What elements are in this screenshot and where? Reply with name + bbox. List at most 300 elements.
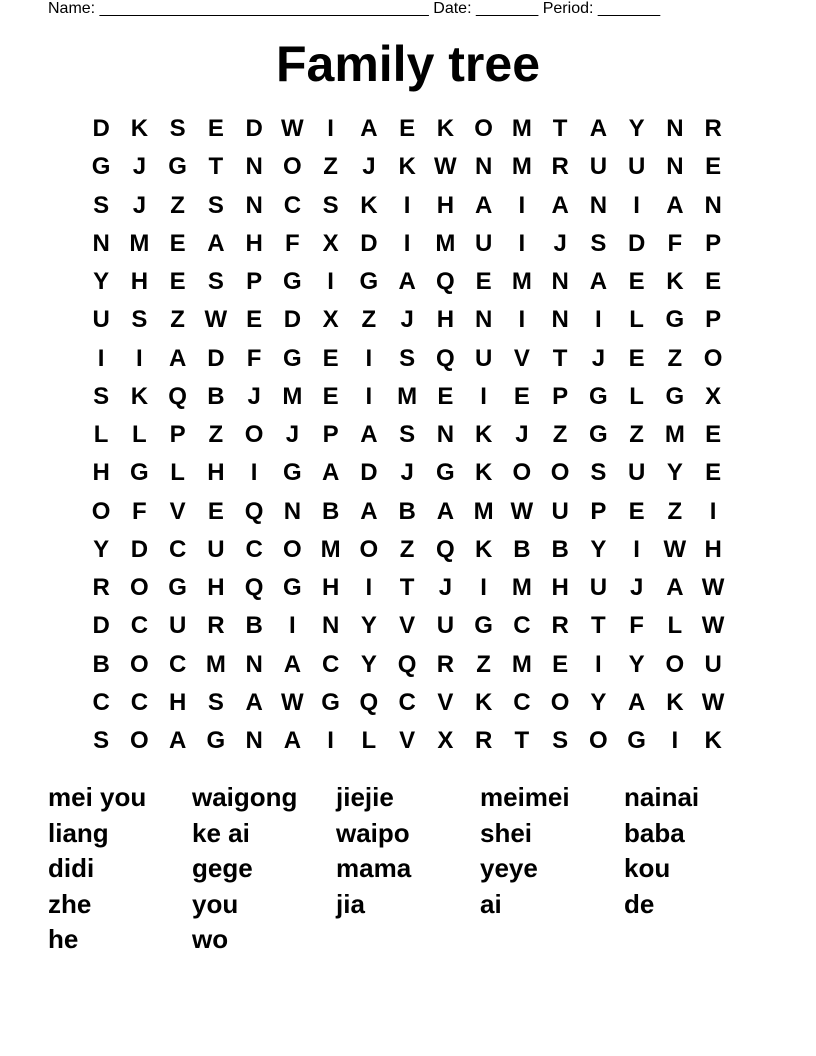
grid-letter[interactable]: A <box>321 459 340 487</box>
grid-letter[interactable]: U <box>551 497 569 525</box>
grid-letter[interactable]: I <box>327 727 334 754</box>
grid-letter[interactable]: I <box>250 459 258 487</box>
grid-letter[interactable]: E <box>475 268 492 295</box>
grid-letter[interactable]: O <box>703 344 723 372</box>
grid-letter[interactable]: Q <box>244 497 264 525</box>
grid-letter[interactable]: P <box>169 421 186 448</box>
grid-letter[interactable]: Y <box>628 115 645 142</box>
grid-letter[interactable]: R <box>207 612 225 640</box>
grid-letter[interactable]: D <box>207 344 225 372</box>
grid-letter[interactable]: M <box>435 229 456 257</box>
word-list-item: you <box>192 888 239 919</box>
grid-letter[interactable]: M <box>511 268 532 295</box>
grid-letter[interactable]: C <box>92 688 110 716</box>
grid-letter[interactable]: G <box>665 382 685 410</box>
grid-letter[interactable]: D <box>245 115 263 142</box>
grid-letter[interactable]: I <box>365 574 373 601</box>
grid-letter[interactable]: J <box>400 306 414 334</box>
grid-letter[interactable]: M <box>473 497 494 525</box>
grid-letter[interactable]: E <box>705 153 722 181</box>
grid-letter[interactable]: Y <box>590 535 607 563</box>
grid-letter[interactable]: S <box>590 459 607 487</box>
grid-letter[interactable]: Q <box>359 688 379 716</box>
grid-letter[interactable]: U <box>92 306 110 334</box>
grid-letter[interactable]: X <box>437 727 454 754</box>
grid-letter[interactable]: V <box>437 688 454 716</box>
grid-letter[interactable]: N <box>474 306 493 334</box>
grid-letter[interactable]: M <box>282 382 303 410</box>
grid-letter[interactable]: E <box>513 382 530 410</box>
grid-letter[interactable]: Y <box>590 688 607 716</box>
word-search-grid <box>82 110 732 760</box>
grid-letter[interactable]: G <box>321 688 340 716</box>
word-list-item: jia <box>336 888 365 919</box>
grid-letter[interactable]: Q <box>244 574 264 601</box>
grid-letter[interactable]: C <box>130 688 149 716</box>
grid-letter[interactable]: S <box>93 382 110 410</box>
grid-letter[interactable]: E <box>628 268 645 295</box>
grid-letter[interactable]: A <box>627 688 646 716</box>
grid-letter[interactable]: S <box>93 727 110 754</box>
grid-letter[interactable]: I <box>518 229 526 257</box>
grid-letter[interactable]: O <box>130 574 149 601</box>
grid-letter[interactable]: Z <box>323 153 338 181</box>
grid-letter[interactable]: Q <box>168 382 187 410</box>
grid-letter[interactable]: T <box>514 727 530 754</box>
grid-letter[interactable]: A <box>283 650 302 678</box>
grid-letter[interactable]: E <box>322 344 339 372</box>
grid-letter[interactable]: P <box>552 382 569 410</box>
grid-letter[interactable]: P <box>590 497 607 525</box>
grid-letter[interactable]: W <box>701 574 725 601</box>
grid-letter[interactable]: K <box>398 153 416 181</box>
grid-letter[interactable]: J <box>515 421 529 448</box>
grid-letter[interactable]: Z <box>170 191 185 219</box>
grid-letter[interactable]: T <box>591 612 606 640</box>
grid-letter[interactable]: X <box>705 382 722 410</box>
grid-letter[interactable]: K <box>130 382 149 410</box>
grid-letter[interactable]: S <box>93 191 110 219</box>
grid-letter[interactable]: O <box>512 459 532 487</box>
grid-letter[interactable]: C <box>245 535 263 563</box>
grid-letter[interactable]: D <box>360 229 378 257</box>
grid-letter[interactable]: M <box>511 650 532 678</box>
grid-letter[interactable]: G <box>130 459 149 487</box>
grid-letter[interactable]: I <box>595 650 602 678</box>
grid-letter[interactable]: N <box>551 268 569 295</box>
grid-letter[interactable]: L <box>132 421 147 448</box>
grid-letter[interactable]: G <box>474 612 493 640</box>
grid-letter[interactable]: F <box>629 612 644 640</box>
grid-letter[interactable]: Z <box>399 535 415 563</box>
grid-letter[interactable]: I <box>403 229 411 257</box>
grid-letter[interactable]: M <box>205 650 226 678</box>
grid-letter[interactable]: C <box>283 191 302 219</box>
grid-letter[interactable]: A <box>207 229 225 257</box>
grid-letter[interactable]: E <box>628 497 645 525</box>
grid-letter[interactable]: D <box>130 535 149 563</box>
grid-letter[interactable]: G <box>589 382 608 410</box>
name-blank[interactable]: _____________________________________ <box>99 0 429 17</box>
grid-letter[interactable]: Y <box>93 268 110 295</box>
grid-letter[interactable]: F <box>285 229 300 257</box>
grid-letter[interactable]: N <box>666 115 684 142</box>
grid-letter[interactable]: A <box>436 497 455 525</box>
grid-letter[interactable]: E <box>705 268 722 295</box>
grid-letter[interactable]: U <box>474 229 493 257</box>
grid-letter[interactable]: H <box>207 459 225 487</box>
grid-letter[interactable]: K <box>704 727 722 754</box>
grid-letter[interactable]: O <box>130 650 149 678</box>
word-list-item: zhe <box>48 888 92 919</box>
grid-letter[interactable]: X <box>322 306 339 334</box>
grid-letter[interactable]: I <box>671 727 679 754</box>
grid-letter[interactable]: E <box>705 459 722 487</box>
grid-letter[interactable]: I <box>365 344 373 372</box>
grid-letter[interactable]: A <box>360 497 378 525</box>
grid-letter[interactable]: I <box>136 344 143 372</box>
grid-letter[interactable]: V <box>399 612 416 640</box>
grid-letter[interactable]: V <box>169 497 186 525</box>
grid-letter[interactable]: Z <box>667 344 683 372</box>
grid-letter[interactable]: T <box>208 153 224 181</box>
grid-letter[interactable]: L <box>170 459 185 487</box>
grid-letter[interactable]: A <box>283 727 302 754</box>
grid-letter[interactable]: K <box>360 191 378 219</box>
grid-letter[interactable]: N <box>474 153 493 181</box>
grid-letter[interactable]: R <box>551 153 569 181</box>
grid-letter[interactable]: A <box>360 421 378 448</box>
grid-letter[interactable]: I <box>403 191 411 219</box>
grid-letter[interactable]: K <box>474 688 493 716</box>
grid-letter[interactable]: C <box>130 612 149 640</box>
grid-letter[interactable]: I <box>97 344 105 372</box>
grid-letter[interactable]: S <box>552 727 569 754</box>
grid-letter[interactable]: A <box>168 344 187 372</box>
grid-letter[interactable]: B <box>551 535 569 563</box>
grid-letter[interactable]: B <box>207 382 225 410</box>
grid-letter[interactable]: J <box>553 229 567 257</box>
grid-letter[interactable]: H <box>92 459 110 487</box>
grid-letter[interactable]: G <box>91 153 111 181</box>
grid-letter[interactable]: Z <box>361 306 377 334</box>
grid-letter[interactable]: J <box>247 382 261 410</box>
grid-letter[interactable]: X <box>322 229 339 257</box>
grid-letter[interactable]: H <box>436 191 455 219</box>
grid-letter[interactable]: I <box>633 191 640 219</box>
grid-letter[interactable]: O <box>665 650 685 678</box>
grid-letter[interactable]: U <box>704 650 722 678</box>
grid-letter[interactable]: B <box>513 535 531 563</box>
grid-letter[interactable]: N <box>321 612 340 640</box>
grid-letter[interactable]: W <box>701 612 725 640</box>
grid-letter[interactable]: G <box>283 459 302 487</box>
grid-letter[interactable]: I <box>709 497 717 525</box>
grid-letter[interactable]: U <box>168 612 187 640</box>
grid-letter[interactable]: D <box>283 306 302 334</box>
grid-letter[interactable]: A <box>398 268 416 295</box>
period-blank[interactable]: _______ <box>597 0 661 17</box>
grid-letter[interactable]: M <box>664 421 685 448</box>
grid-letter[interactable]: H <box>130 268 149 295</box>
grid-letter[interactable]: M <box>511 115 532 142</box>
grid-letter[interactable]: S <box>590 229 607 257</box>
grid-letter[interactable]: G <box>627 727 646 754</box>
grid-letter[interactable]: Q <box>436 268 455 295</box>
grid-letter[interactable]: N <box>245 191 263 219</box>
grid-letter[interactable]: E <box>169 229 186 257</box>
grid-letter[interactable]: I <box>365 382 373 410</box>
grid-letter[interactable]: G <box>283 268 302 295</box>
grid-letter[interactable]: C <box>513 612 531 640</box>
grid-letter[interactable]: N <box>666 153 684 181</box>
date-blank[interactable]: _______ <box>475 0 539 17</box>
grid-letter[interactable]: Q <box>436 344 455 372</box>
grid-letter[interactable]: G <box>436 459 455 487</box>
grid-letter[interactable]: J <box>132 153 147 181</box>
grid-letter[interactable]: N <box>283 497 302 525</box>
grid-letter[interactable]: J <box>362 153 376 181</box>
grid-letter[interactable]: W <box>281 115 304 142</box>
grid-letter[interactable]: S <box>207 268 224 295</box>
grid-letter[interactable]: D <box>627 229 646 257</box>
grid-letter[interactable]: Z <box>552 421 568 448</box>
grid-letter[interactable]: O <box>474 115 493 142</box>
grid-letter[interactable]: O <box>589 727 608 754</box>
grid-letter[interactable]: T <box>552 115 568 142</box>
grid-letter[interactable]: E <box>628 344 645 372</box>
grid-letter[interactable]: Q <box>436 535 455 563</box>
grid-letter[interactable]: O <box>359 535 379 563</box>
grid-letter[interactable]: Z <box>208 421 224 448</box>
grid-letter[interactable]: W <box>510 497 534 525</box>
grid-letter[interactable]: U <box>627 153 646 181</box>
grid-letter[interactable]: K <box>474 535 493 563</box>
grid-letter[interactable]: K <box>474 459 493 487</box>
grid-letter[interactable]: Y <box>93 535 110 563</box>
grid-letter[interactable]: U <box>627 459 646 487</box>
grid-letter[interactable]: G <box>168 574 187 601</box>
grid-letter[interactable]: S <box>131 306 148 334</box>
grid-letter[interactable]: I <box>518 191 526 219</box>
grid-letter[interactable]: R <box>436 650 455 678</box>
grid-letter[interactable]: E <box>207 115 224 142</box>
grid-letter[interactable]: A <box>666 574 684 601</box>
grid-letter[interactable]: H <box>704 535 722 563</box>
grid-letter[interactable]: I <box>327 268 334 295</box>
grid-letter[interactable]: N <box>245 650 263 678</box>
grid-letter[interactable]: A <box>551 191 569 219</box>
grid-letter[interactable]: U <box>589 153 608 181</box>
grid-letter[interactable]: E <box>552 650 569 678</box>
grid-letter[interactable]: G <box>589 421 608 448</box>
grid-letter[interactable]: G <box>168 153 187 181</box>
grid-letter[interactable]: L <box>629 306 644 334</box>
grid-letter[interactable]: N <box>589 191 608 219</box>
grid-letter[interactable]: H <box>245 229 263 257</box>
grid-letter[interactable]: A <box>474 191 493 219</box>
grid-letter[interactable]: P <box>705 306 722 334</box>
grid-letter[interactable]: E <box>705 421 722 448</box>
grid-letter[interactable]: O <box>283 535 302 563</box>
grid-letter[interactable]: S <box>399 421 416 448</box>
grid-letter[interactable]: H <box>168 688 187 716</box>
grid-letter[interactable]: E <box>246 306 263 334</box>
grid-letter[interactable]: D <box>92 612 110 640</box>
grid-letter[interactable]: J <box>629 574 644 601</box>
grid-letter[interactable]: S <box>207 191 224 219</box>
grid-letter[interactable]: M <box>129 229 150 257</box>
grid-letter[interactable]: R <box>551 612 569 640</box>
grid-letter[interactable]: L <box>93 421 109 448</box>
grid-letter[interactable]: C <box>168 535 187 563</box>
grid-letter[interactable]: H <box>436 306 455 334</box>
grid-letter[interactable]: O <box>550 688 570 716</box>
grid-letter[interactable]: E <box>322 382 339 410</box>
grid-letter[interactable]: A <box>360 115 378 142</box>
word-list-item: didi <box>48 853 95 883</box>
grid-letter[interactable]: O <box>91 497 111 525</box>
grid-letter[interactable]: J <box>132 191 147 219</box>
grid-letter[interactable]: P <box>705 229 722 257</box>
grid-letter[interactable]: C <box>513 688 531 716</box>
grid-letter[interactable]: M <box>511 574 532 601</box>
grid-letter[interactable]: R <box>474 727 493 754</box>
grid-letter[interactable]: E <box>207 497 224 525</box>
grid-letter[interactable]: Z <box>629 421 644 448</box>
grid-letter[interactable]: A <box>666 191 684 219</box>
grid-letter[interactable]: W <box>281 688 304 716</box>
grid-letter[interactable]: E <box>437 382 454 410</box>
grid-letter[interactable]: P <box>246 268 263 295</box>
grid-letter[interactable]: N <box>92 229 110 257</box>
grid-letter[interactable]: H <box>207 574 225 601</box>
grid-letter[interactable]: B <box>245 612 263 640</box>
word-list-item: de <box>624 888 655 919</box>
grid-letter[interactable]: W <box>701 688 725 716</box>
grid-letter[interactable]: O <box>550 459 570 487</box>
grid-letter[interactable]: M <box>511 153 532 181</box>
grid-letter[interactable]: N <box>704 191 722 219</box>
grid-letter[interactable]: R <box>92 574 110 601</box>
grid-letter[interactable]: I <box>289 612 296 640</box>
grid-letter[interactable]: H <box>551 574 569 601</box>
word-list-item: waipo <box>336 817 410 848</box>
grid-letter[interactable]: U <box>474 344 493 372</box>
grid-letter[interactable]: Y <box>360 612 377 640</box>
grid-letter[interactable]: N <box>551 306 569 334</box>
grid-letter[interactable]: G <box>359 268 379 295</box>
grid-letter[interactable]: W <box>204 306 228 334</box>
grid-letter[interactable]: L <box>629 382 644 410</box>
grid-letter[interactable]: W <box>663 535 687 563</box>
grid-letter[interactable]: I <box>480 382 487 410</box>
grid-letter[interactable]: H <box>321 574 340 601</box>
grid-letter[interactable]: O <box>244 421 264 448</box>
grid-letter[interactable]: J <box>591 344 606 372</box>
grid-letter[interactable]: R <box>704 115 722 142</box>
grid-letter[interactable]: N <box>436 421 455 448</box>
grid-letter[interactable]: F <box>667 229 683 257</box>
grid-letter[interactable]: A <box>245 688 263 716</box>
grid-letter[interactable]: Y <box>666 459 683 487</box>
grid-letter[interactable]: Q <box>397 650 417 678</box>
grid-letter[interactable]: U <box>589 574 608 601</box>
grid-letter[interactable]: G <box>665 306 685 334</box>
grid-letter[interactable]: D <box>360 459 378 487</box>
date-label: Date: <box>433 0 472 17</box>
grid-letter[interactable]: N <box>245 727 263 754</box>
grid-letter[interactable]: J <box>285 421 300 448</box>
grid-letter[interactable]: N <box>245 153 263 181</box>
grid-letter[interactable]: Z <box>476 650 491 678</box>
grid-letter[interactable]: Y <box>628 650 645 678</box>
grid-letter[interactable]: Z <box>667 497 683 525</box>
grid-letter[interactable]: Z <box>170 306 185 334</box>
grid-letter[interactable]: Y <box>360 650 377 678</box>
grid-letter[interactable]: K <box>666 688 684 716</box>
grid-letter[interactable]: V <box>399 727 416 754</box>
grid-letter[interactable]: O <box>283 153 302 181</box>
grid-letter[interactable]: F <box>246 344 262 372</box>
grid-letter[interactable]: O <box>130 727 149 754</box>
grid-letter[interactable]: C <box>168 650 187 678</box>
grid-letter[interactable]: M <box>320 535 341 563</box>
grid-letter[interactable]: A <box>168 727 187 754</box>
grid-letter[interactable]: K <box>474 421 493 448</box>
grid-letter[interactable]: C <box>398 688 416 716</box>
grid-letter[interactable]: G <box>283 344 302 372</box>
grid-letter[interactable]: U <box>207 535 225 563</box>
grid-letter[interactable]: E <box>169 268 186 295</box>
grid-letter[interactable]: G <box>206 727 226 754</box>
grid-letter[interactable]: L <box>667 612 683 640</box>
grid-letter[interactable]: E <box>399 115 416 142</box>
grid-letter[interactable]: I <box>595 306 602 334</box>
grid-letter[interactable]: T <box>399 574 415 601</box>
grid-letter[interactable]: T <box>552 344 568 372</box>
grid-letter[interactable]: P <box>322 421 339 448</box>
grid-letter[interactable]: I <box>327 115 334 142</box>
grid-letter[interactable]: B <box>398 497 416 525</box>
grid-letter[interactable]: K <box>666 268 684 295</box>
grid-letter[interactable]: S <box>207 688 224 716</box>
grid-letter[interactable]: D <box>92 115 110 142</box>
grid-letter[interactable]: M <box>397 382 418 410</box>
grid-letter[interactable]: S <box>322 191 339 219</box>
grid-letter[interactable]: L <box>361 727 377 754</box>
grid-letter[interactable]: A <box>589 268 608 295</box>
grid-letter[interactable]: A <box>589 115 608 142</box>
grid-letter[interactable]: I <box>518 306 526 334</box>
grid-letter[interactable]: J <box>438 574 453 601</box>
grid-letter[interactable]: W <box>434 153 457 181</box>
grid-letter[interactable]: C <box>321 650 340 678</box>
grid-letter[interactable]: I <box>633 535 640 563</box>
grid-letter[interactable]: K <box>436 115 455 142</box>
grid-letter[interactable]: B <box>92 650 110 678</box>
grid-letter[interactable]: K <box>130 115 149 142</box>
grid-letter[interactable]: J <box>400 459 414 487</box>
grid-letter[interactable]: S <box>169 115 186 142</box>
grid-letter[interactable]: G <box>283 574 302 601</box>
grid-letter[interactable]: U <box>436 612 455 640</box>
grid-letter[interactable]: B <box>321 497 340 525</box>
grid-letter[interactable]: F <box>132 497 147 525</box>
grid-letter[interactable]: V <box>513 344 530 372</box>
grid-letter[interactable]: S <box>399 344 416 372</box>
grid-letter[interactable]: I <box>480 574 487 601</box>
